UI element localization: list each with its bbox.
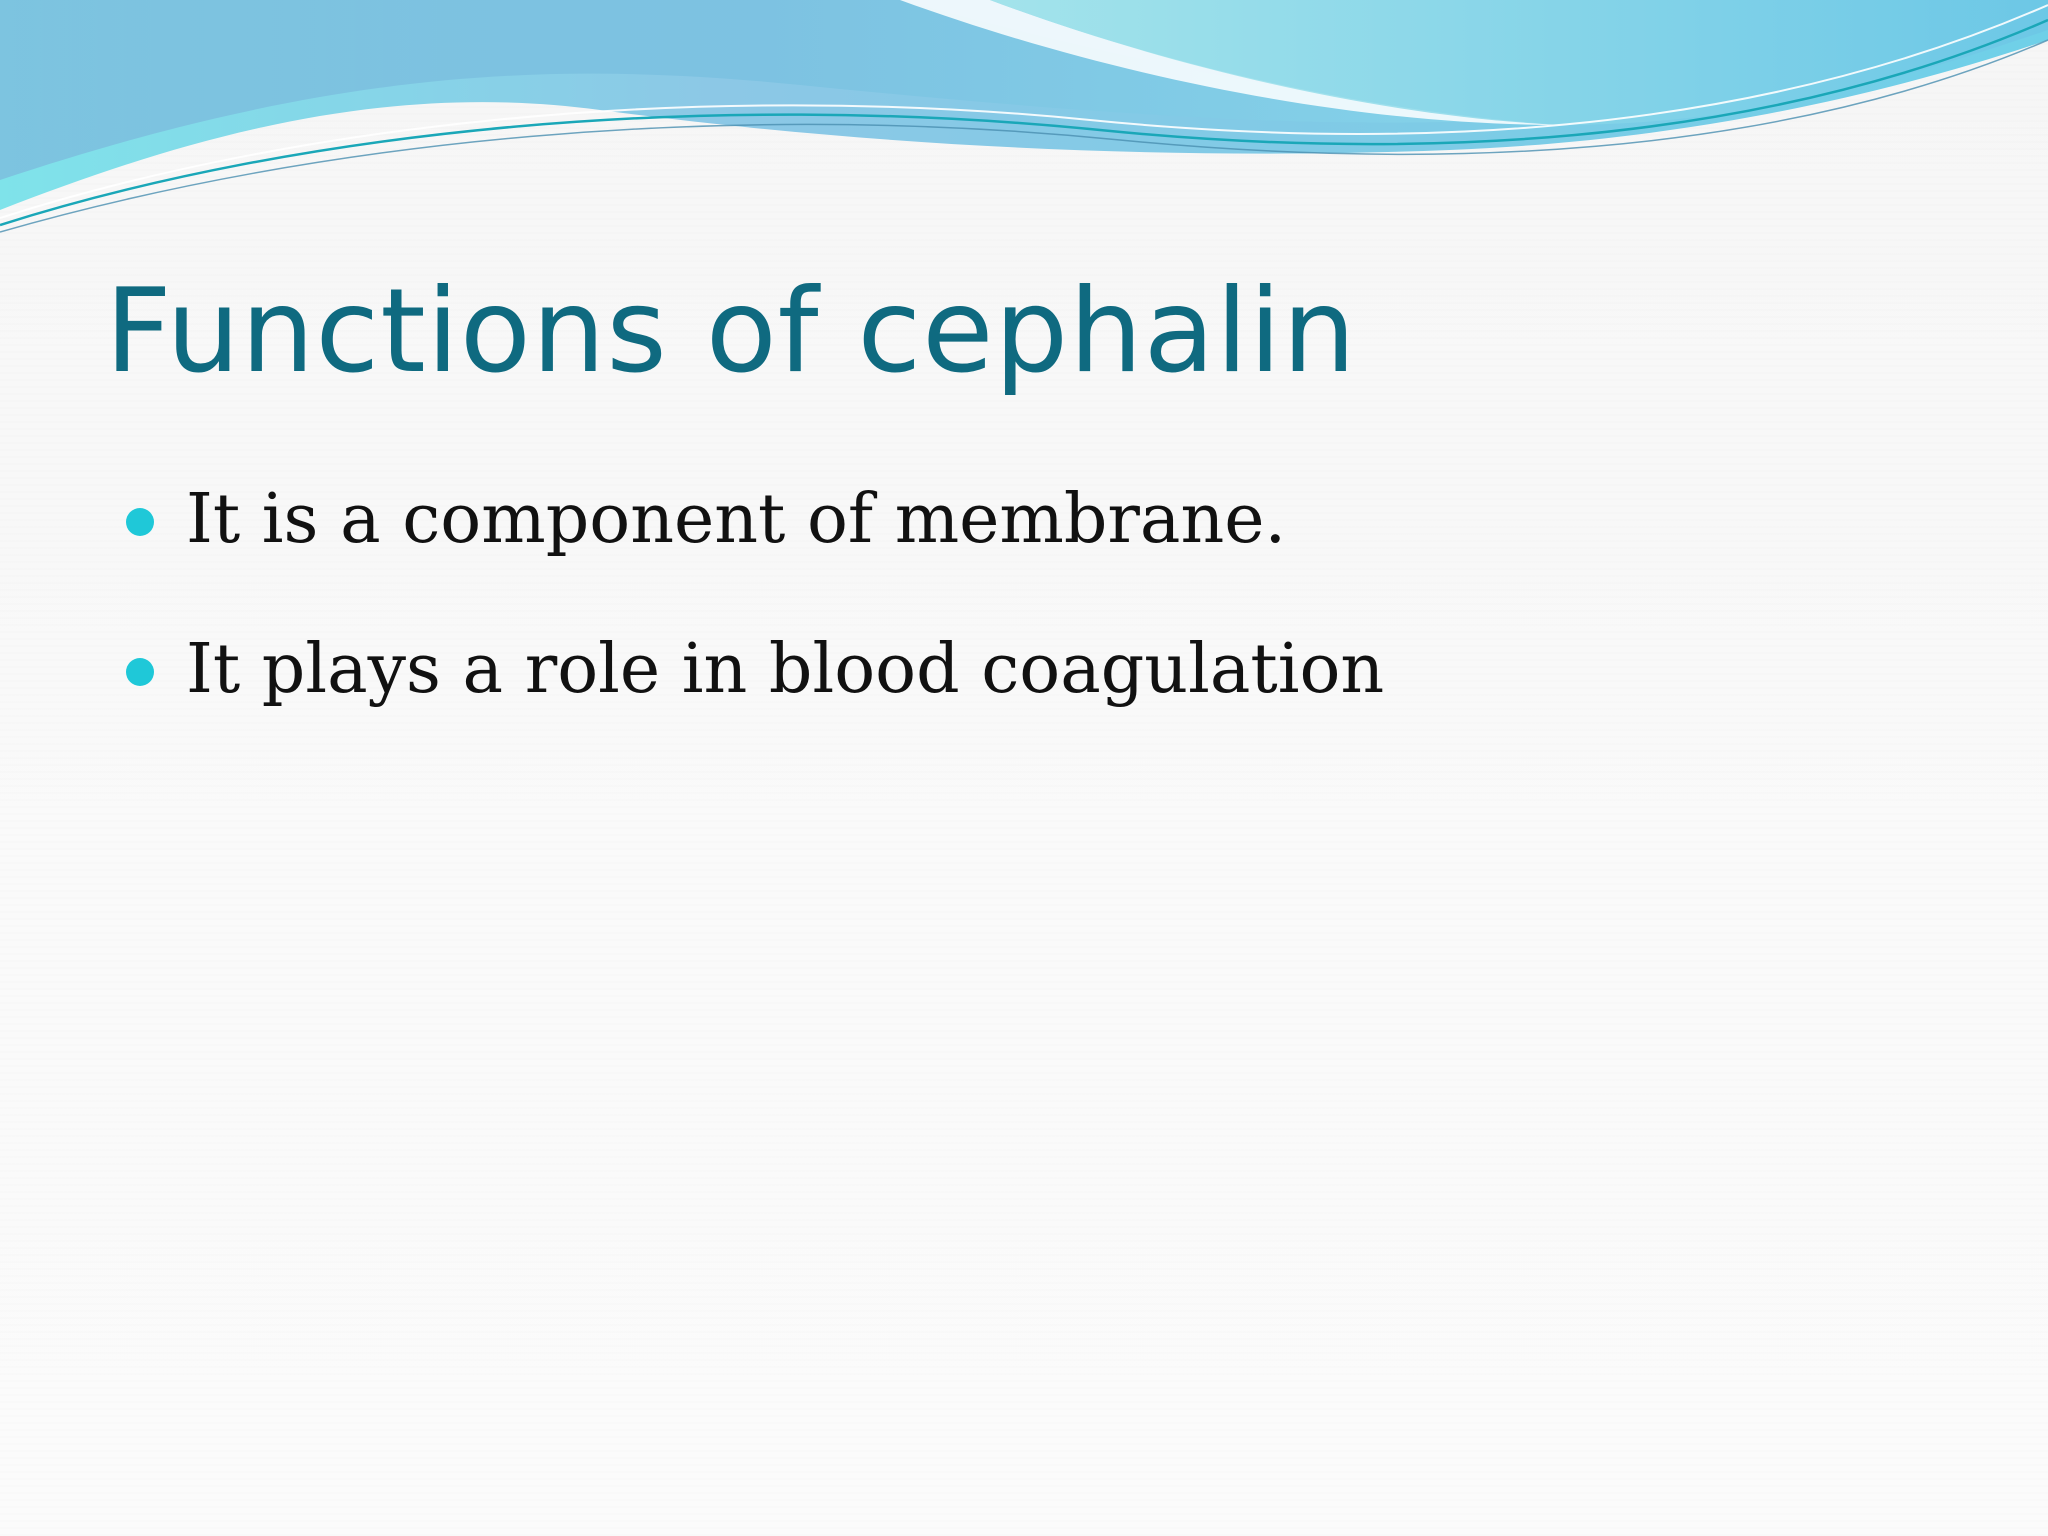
bullet-text: It is a component of membrane. [186,480,1287,559]
bullet-item [126,470,1384,620]
slide-title: Functions of cephalin [105,264,1357,399]
bullet-dot-icon [126,658,154,686]
bullet-list [126,470,1384,770]
bullet-item [126,620,1384,770]
bullet-text: It plays a role in blood coagulation [186,630,1385,709]
bullet-dot-icon [126,508,154,536]
header-wave-decoration [0,0,2048,260]
